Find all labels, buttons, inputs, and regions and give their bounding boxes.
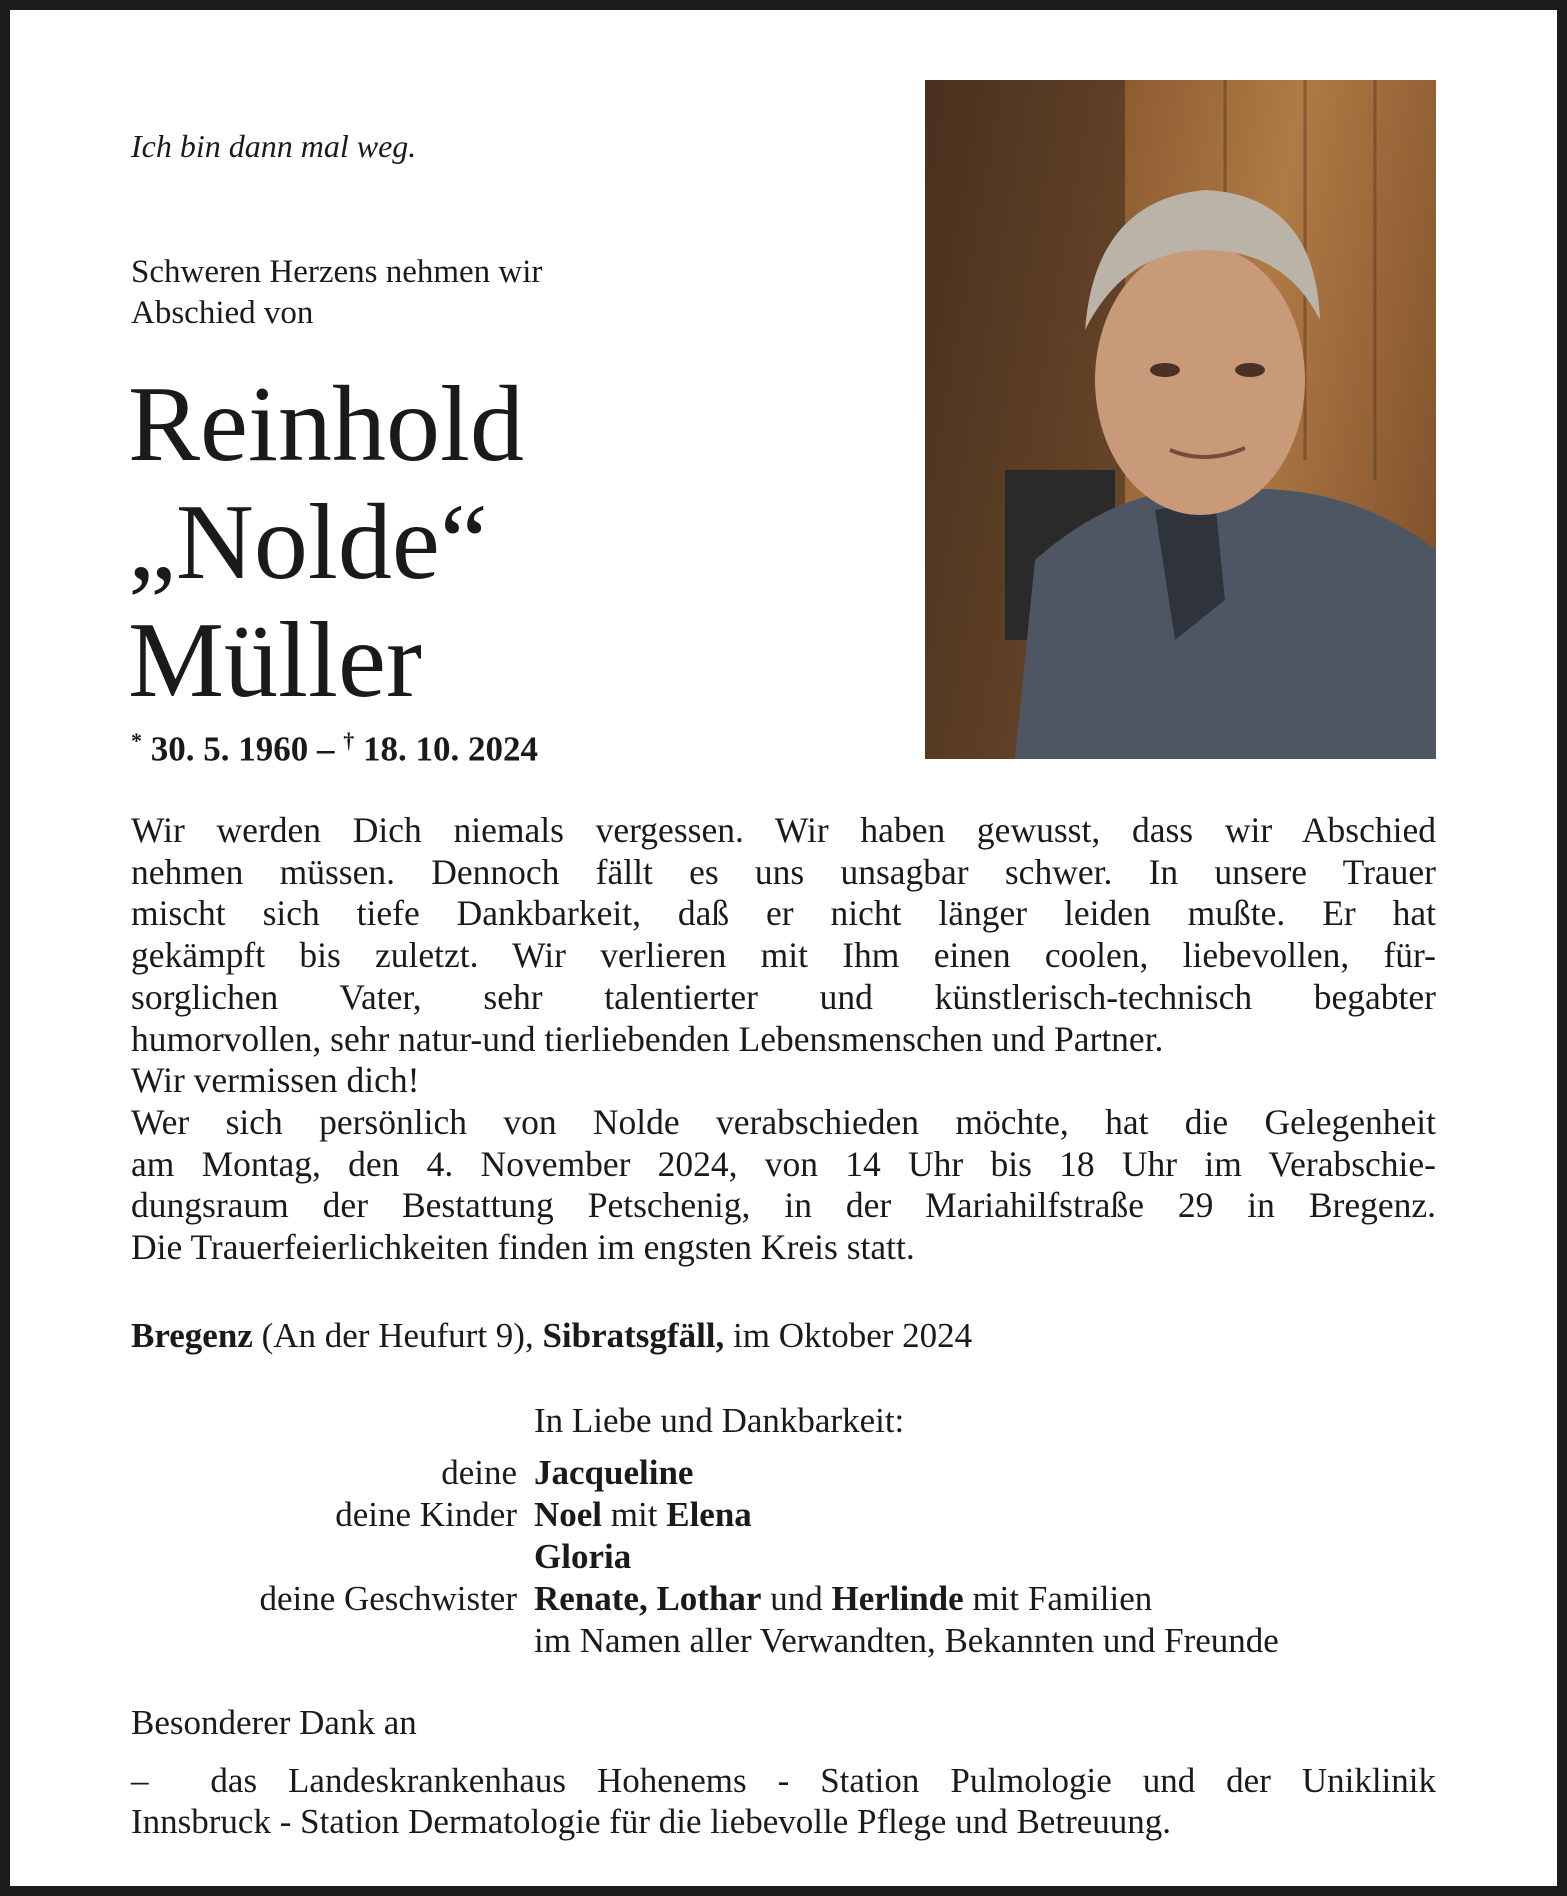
body-line: nehmen müssen. Dennoch fällt es uns unsagbar schwer. In unsere Trauer	[131, 851, 1436, 892]
mourners-list	[131, 1400, 1279, 1662]
relation-label: deine Geschwister	[259, 1579, 517, 1618]
thanks-line: – das Landeskrankenhaus Hohenems - Station Pulmologie und der Uniklinik	[131, 1761, 1436, 1800]
death-date: 18. 10. 2024	[363, 729, 538, 769]
thanks-heading: Besonderer Dank an	[131, 1703, 417, 1742]
address: (An der Heufurt 9),	[252, 1316, 543, 1355]
portrait-photo	[925, 80, 1436, 759]
mourner-name: Noel	[534, 1495, 603, 1534]
body-line: Wer sich persönlich von Nolde verabschieden möchte, hat die Gelegenheit	[131, 1101, 1436, 1142]
thanks-line: Innsbruck - Station Dermatologie für die liebevolle Pflege und Betreuung.	[131, 1802, 1172, 1841]
town: Sibratsgfäll,	[542, 1316, 725, 1355]
birth-symbol: *	[131, 728, 142, 753]
body-line: Die Trauerfeierlichkeiten finden im engsten Kreis statt.	[131, 1227, 915, 1268]
partner-row	[131, 1452, 1279, 1494]
last-name: Müller	[128, 601, 422, 720]
intro-text	[131, 252, 542, 334]
first-name: Reinhold	[128, 365, 524, 484]
body-line: Wir werden Dich niemals vergessen. Wir haben gewusst, dass wir Abschied	[131, 810, 1436, 850]
signature-heading: In Liebe und Dankbarkeit:	[534, 1401, 905, 1440]
motto: Ich bin dann mal weg.	[131, 128, 417, 164]
body-line: Wir vermissen dich!	[131, 1060, 420, 1101]
connector: mit Familien	[963, 1579, 1153, 1618]
body-line: am Montag, den 4. November 2024, von 14 Uhr bis 18 Uhr im Verabschie-	[131, 1143, 1436, 1184]
mourner-name: Gloria	[534, 1537, 632, 1576]
obituary-text	[131, 810, 1436, 1269]
intro-line: Abschied von	[131, 295, 314, 331]
closing-row	[131, 1620, 1279, 1662]
deceased-name	[128, 366, 524, 720]
siblings-row	[131, 1578, 1279, 1620]
relation-label: deine Kinder	[335, 1495, 517, 1534]
body-line: gekämpft bis zuletzt. Wir verlieren mit Ihm einen coolen, liebevollen, für-	[131, 935, 1436, 976]
body-line: dungsraum der Bestattung Petschenig, in der Mariahilfstraße 29 in Bregenz.	[131, 1185, 1436, 1226]
portrait-photo-icon	[925, 80, 1436, 759]
children-row-2	[131, 1536, 1279, 1578]
closing-text: im Namen aller Verwandten, Bekannten und Freunde	[534, 1621, 1279, 1660]
life-dates	[131, 728, 538, 770]
body-line: mischt sich tiefe Dankbarkeit, daß er nicht länger leiden mußte. Er hat	[131, 893, 1436, 934]
place-date-line	[131, 1316, 972, 1356]
intro-line: Schweren Herzens nehmen wir	[131, 254, 543, 290]
body-line: sorglichen Vater, sehr talentierter und künstlerisch-technisch begabter	[131, 976, 1436, 1017]
mourner-name: Jacqueline	[534, 1453, 694, 1492]
mourner-name: Renate, Lothar	[534, 1579, 762, 1618]
birth-date: 30. 5. 1960	[150, 729, 309, 769]
children-row	[131, 1494, 1279, 1536]
connector: mit	[602, 1495, 667, 1534]
month-date: im Oktober 2024	[724, 1316, 973, 1355]
mourner-name: Herlinde	[831, 1579, 964, 1618]
mourner-name: Elena	[666, 1495, 752, 1534]
signature-heading-row	[131, 1400, 1279, 1442]
body-line: humorvollen, sehr natur-und tierliebenden Lebensmenschen und Partner.	[131, 1018, 1164, 1059]
connector: und	[761, 1579, 832, 1618]
thanks-text	[131, 1760, 1436, 1842]
date-separator: –	[308, 729, 344, 769]
relation-label: deine	[441, 1453, 517, 1492]
death-symbol: †	[343, 728, 355, 753]
city: Bregenz	[131, 1316, 253, 1355]
nickname: „Nolde“	[128, 483, 488, 602]
